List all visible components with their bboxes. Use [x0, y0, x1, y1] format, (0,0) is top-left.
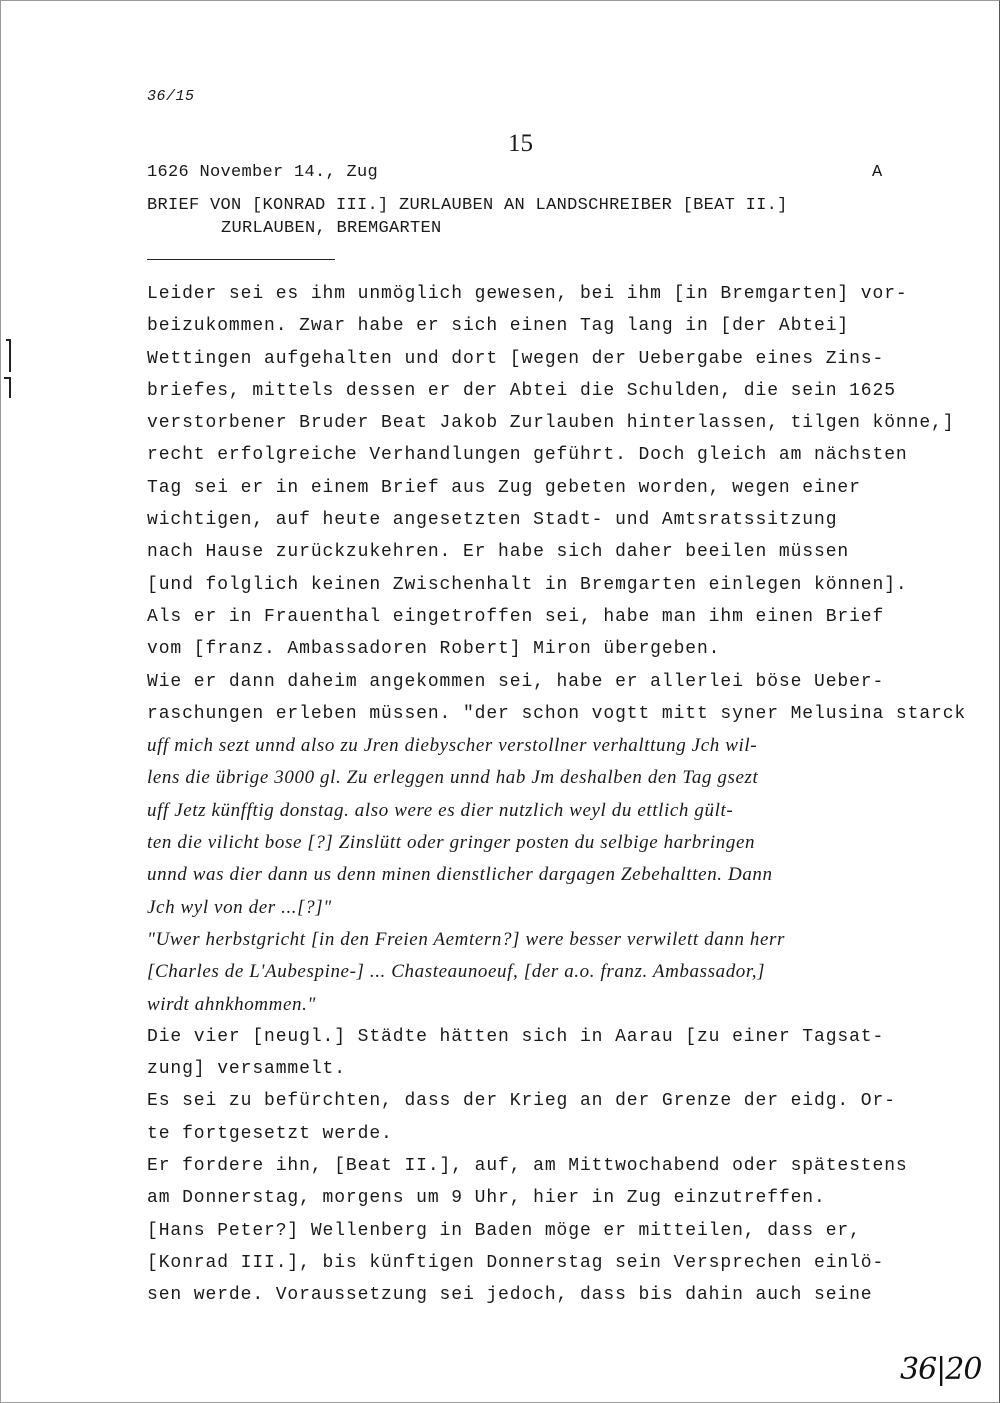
text-line: beizukommen. Zwar habe er sich einen Tag lang in [der Abtei] [147, 316, 850, 337]
document-letter-mark: A [872, 163, 883, 182]
text-line: [Konrad III.], bis künftigen Donnerstag sein Versprechen einlö- [147, 1252, 885, 1273]
text-line: [Hans Peter?] Wellenberg in Baden möge er mitteilen, dass er, [147, 1220, 861, 1241]
text-line: te fortgesetzt werde. [147, 1123, 393, 1144]
text-line: raschungen erleben müssen. "der schon vogtt mitt syner Melusina starck [147, 703, 967, 724]
text-line: verstorbener Bruder Beat Jakob Zurlauben hinterlassen, tilgen könne,] [147, 413, 955, 434]
title-underline-rule [147, 259, 335, 260]
text-line: Wie er dann daheim angekommen sei, habe er allerlei böse Ueber- [147, 671, 885, 692]
text-line: lens die übrige 3000 gl. Zu erleggen unnd hab Jm deshalben den Tag gsezt [147, 767, 759, 789]
handwritten-folio-number: 36|20 [900, 1352, 982, 1387]
text-line: Leider sei es ihm unmöglich gewesen, bei ihm [in Bremgarten] vor- [147, 284, 908, 304]
text-line: [Charles de L'Aubespine-] ... Chasteaunoeuf, [der a.o. franz. Ambassador,] [147, 961, 766, 983]
text-line: Er fordere ihn, [Beat II.], auf, am Mittwochabend oder spätestens [147, 1156, 908, 1177]
text-line: wirdt ahnkhommen." [147, 993, 317, 1015]
text-line: wichtigen, auf heute angesetzten Stadt- und Amtsratssitzung [147, 510, 838, 531]
text-line: am Donnerstag, morgens um 9 Uhr, hier in Zug einzutreffen. [147, 1188, 826, 1209]
text-line: "Uwer herbstgricht [in den Freien Aemtern?] were besser verwilett dann herr [147, 928, 786, 950]
text-line: uff Jetz künfftig donstag. also were es dier nutzlich weyl du ettlich gült- [147, 799, 734, 821]
text-line: briefes, mittels dessen er der Abtei die Schulden, die sein 1625 [147, 380, 896, 401]
archive-reference: 36/15 [147, 88, 195, 105]
text-line: nach Hause zurückzukehren. Er habe sich daher beeilen müssen [147, 542, 850, 563]
text-line: uff mich sezt unnd also zu Jren diebyscher verstollner verhalttung Jch wil- [147, 735, 758, 757]
text-line: Es sei zu befürchten, dass der Krieg an der Grenze der eidg. Or- [147, 1091, 896, 1112]
text-line: unnd was dier dann us denn minen dienstlicher dargagen Zebehaltten. Dann [147, 864, 773, 886]
text-line: recht erfolgreiche Verhandlungen geführt. Doch gleich am nächsten [147, 445, 908, 466]
text-line: Tag sei er in einem Brief aus Zug gebeten worden, wegen einer [147, 477, 861, 498]
text-line: Wettingen aufgehalten und dort [wegen der Uebergabe eines Zins- [147, 348, 885, 369]
body-text [147, 278, 967, 1312]
margin-bracket-mark [0, 0, 40, 420]
text-line: ten die vilicht bose [?] Zinslütt oder gringer posten du selbige harbringen [147, 832, 756, 854]
text-line: Jch wyl von der ...[?]" [147, 896, 332, 918]
text-line: Die vier [neugl.] Städte hätten sich in Aarau [zu einer Tagsat- [147, 1026, 885, 1047]
text-line: Als er in Frauenthal eingetroffen sei, habe man ihm einen Brief [147, 606, 885, 627]
text-line: vom [franz. Ambassadoren Robert] Miron übergeben. [147, 639, 721, 660]
page-number: 15 [508, 130, 533, 157]
text-line: [und folglich keinen Zwischenhalt in Bremgarten einlegen können]. [147, 574, 908, 595]
document-title: BRIEF VON [KONRAD III.] ZURLAUBEN AN LANDSCHREIBER [BEAT II.] [147, 196, 788, 215]
text-line: zung] versammelt. [147, 1059, 346, 1080]
document-date-place: 1626 November 14., Zug [147, 163, 379, 182]
document-title-continued: ZURLAUBEN, BREMGARTEN [221, 219, 442, 238]
text-line: sen werde. Voraussetzung sei jedoch, dass bis dahin auch seine [147, 1285, 873, 1306]
